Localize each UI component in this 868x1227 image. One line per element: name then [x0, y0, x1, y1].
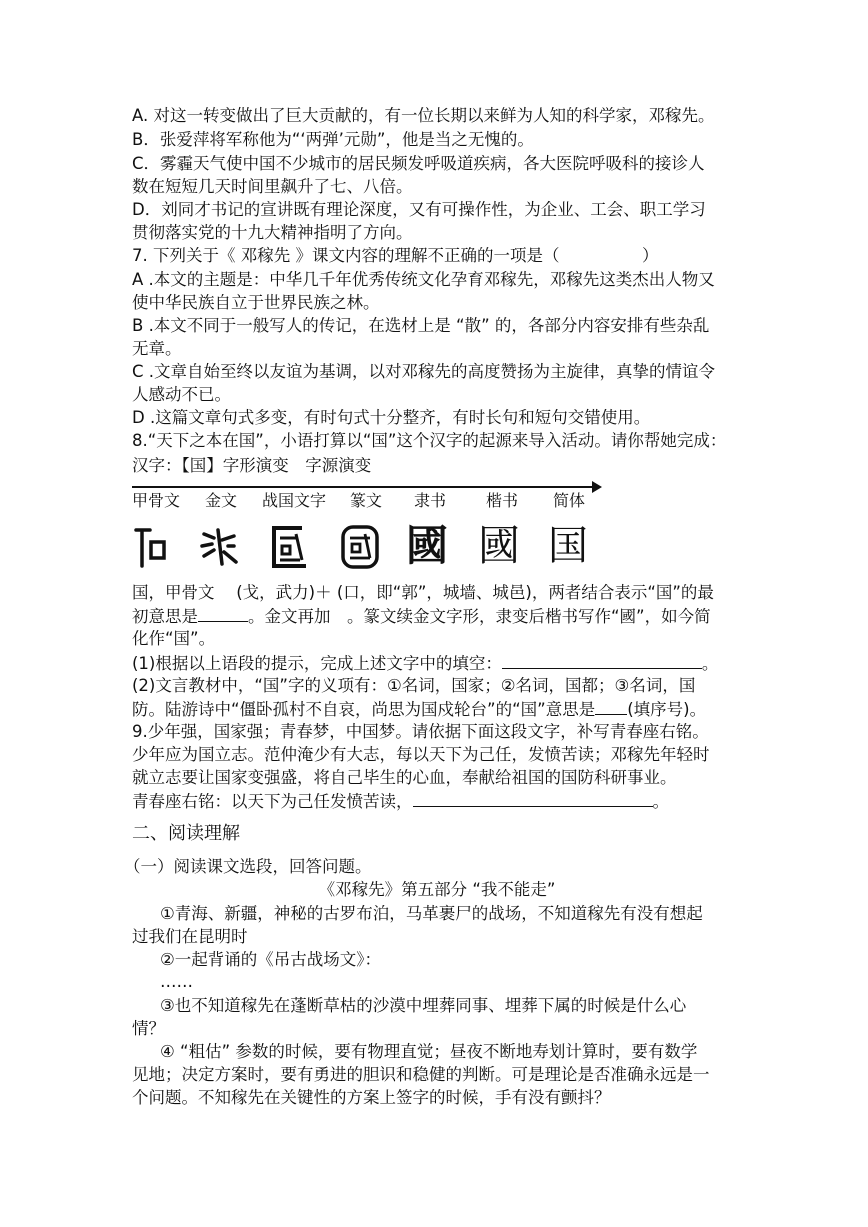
answer-blank-8-1[interactable] — [502, 652, 702, 669]
paragraph-1: ①青海、新疆，神秘的古罗布泊，马革裹尸的战场，不知道稼先有没有想起 — [160, 904, 703, 923]
clerical-glyph: 國 — [406, 521, 449, 570]
question-8: 8.“天下之本在国”，小语打算以“国”这个汉字的起源来导入活动。请你帮她完成： — [132, 431, 727, 450]
option-b-q7: B .本文不同于一般写人的传记，在选材上是 “散” 的，各部分内容安排有些杂乱 — [132, 316, 710, 335]
guo-explanation: 国，甲骨文 (戈，武力)＋ (口，即“郭”，城墙、城邑)，两者结合表示“国”的最 — [132, 583, 714, 602]
bronze-glyph — [198, 524, 238, 568]
question-8-2-cont: 防。陆游诗中“僵卧孤村不自哀，尚思为国戍轮台”的“国”意思是 (填序号)。 — [132, 700, 707, 719]
question-9-text-1: 少年应为国立志。范仲淹少有大志，每以天下为己任，发愤苦读；邓稼先年轻时 — [132, 745, 710, 764]
timeline-axis — [132, 486, 594, 488]
excerpt-title: 《邓稼先》第五部分 “我不能走” — [318, 880, 556, 899]
stage-label-clerical: 隶书 — [414, 491, 447, 510]
timeline-arrow-icon — [592, 481, 602, 493]
option-a-q7-cont: 使中华民族自立于世界民族之林。 — [132, 293, 380, 312]
stage-label-simplified: 简体 — [553, 491, 586, 510]
blank-1[interactable] — [198, 605, 248, 622]
warring-states-glyph — [268, 524, 312, 570]
paragraph-2: ②一起背诵的《吊古战场文》： — [160, 950, 382, 969]
question-8-1: (1)根据以上语段的提示，完成上述文字中的填空： 。 — [132, 654, 719, 673]
question-9: 9.少年强，国家强；青春梦，中国梦。请依据下面这段文字，补写青春座右铭。 — [132, 722, 709, 741]
evolution-caption: 汉字：【国】字形演变 字源演变 — [132, 456, 372, 475]
stage-label-oracle: 甲骨文 — [132, 491, 181, 510]
subsection-heading: （一）阅读课文选段，回答问题。 — [124, 857, 372, 876]
stage-label-bronze: 金文 — [205, 491, 238, 510]
seal-glyph — [340, 524, 380, 570]
question-9-text-2: 就立志要让国家变强盛，将自己毕生的心血，奉献给祖国的国防科研事业。 — [132, 768, 677, 787]
option-c-q7-cont: 人感动不已。 — [132, 385, 231, 404]
option-d-q6-cont: 贯彻落实党的十九大精神指明了方向。 — [132, 223, 413, 242]
guo-explanation-cont: 初意思是 。金文再加 。篆文续金文字形，隶变后楷书写作“國”，如今简 — [132, 607, 711, 626]
paragraph-4: ④ “粗估” 参数的时候，要有物理直觉；昼夜不断地寿划计算时，要有数学 — [160, 1042, 698, 1061]
ellipsis-line: …… — [160, 972, 193, 991]
option-a-q6: A. 对这一转变做出了巨大贡献的，有一位长期以来鲜为人知的科学家，邓稼先。 — [132, 106, 715, 125]
option-d-q7: D .这篇文章句式多变，有时句式十分整齐，有时长句和短句交错使用。 — [132, 408, 651, 427]
option-c-q6: C．雾霾天气使中国不少城市的居民频发呼吸道疾病，各大医院呼吸科的接诊人 — [132, 154, 705, 173]
stage-label-regular: 楷书 — [486, 491, 519, 510]
question-7: 7. 下列关于《 邓稼先 》课文内容的理解不正确的一项是（ ） — [132, 246, 659, 265]
option-d-q6: D．刘同才书记的宣讲既有理论深度，又有可操作性，为企业、工会、职工学习 — [132, 200, 706, 219]
paragraph-3: ③也不知道稼先在蓬断草枯的沙漠中埋葬同事、埋葬下属的时候是什么心 — [160, 996, 687, 1015]
stage-label-seal: 篆文 — [350, 491, 383, 510]
motto-line: 青春座右铭：以天下为己任发愤苦读， 。 — [132, 792, 669, 811]
option-c-q6-cont: 数在短短几天时间里飙升了七、八倍。 — [132, 177, 413, 196]
question-8-2: (2)文言教材中，“国”字的义项有：①名词，国家；②名词，国都；③名词，国 — [132, 676, 696, 695]
stage-label-warring-states: 战国文字 — [262, 491, 327, 510]
guo-explanation-end: 化作“国”。 — [132, 629, 216, 648]
simplified-glyph: 国 — [548, 523, 588, 569]
paragraph-4-cont-2: 个问题。不知稼先在关键性的方案上签字的时候，手有没有颤抖？ — [132, 1088, 611, 1107]
paragraph-3-cont: 情？ — [132, 1019, 165, 1038]
paragraph-1-cont: 过我们在昆明时 — [132, 927, 248, 946]
paragraph-4-cont-1: 见地；决定方案时，要有勇进的胆识和稳健的判断。可是理论是否准确永远是一 — [132, 1065, 710, 1084]
answer-blank-8-2[interactable] — [595, 698, 627, 715]
oracle-bone-glyph — [134, 524, 168, 568]
option-b-q6: B．张爱萍将军称他为“‘两弹’元勋”，他是当之无愧的。 — [132, 130, 534, 149]
regular-glyph: 國 — [478, 521, 521, 570]
option-c-q7: C .文章自始至终以友谊为基调，以对邓稼先的高度赞扬为主旋律，真挚的情谊令 — [132, 362, 716, 381]
option-a-q7: A .本文的主题是：中华几千年优秀传统文化孕育邓稼先，邓稼先这类杰出人物又 — [132, 270, 715, 289]
answer-blank-9[interactable] — [413, 790, 653, 807]
option-b-q7-cont: 无章。 — [132, 339, 182, 358]
section-heading: 二、阅读理解 — [132, 823, 240, 844]
